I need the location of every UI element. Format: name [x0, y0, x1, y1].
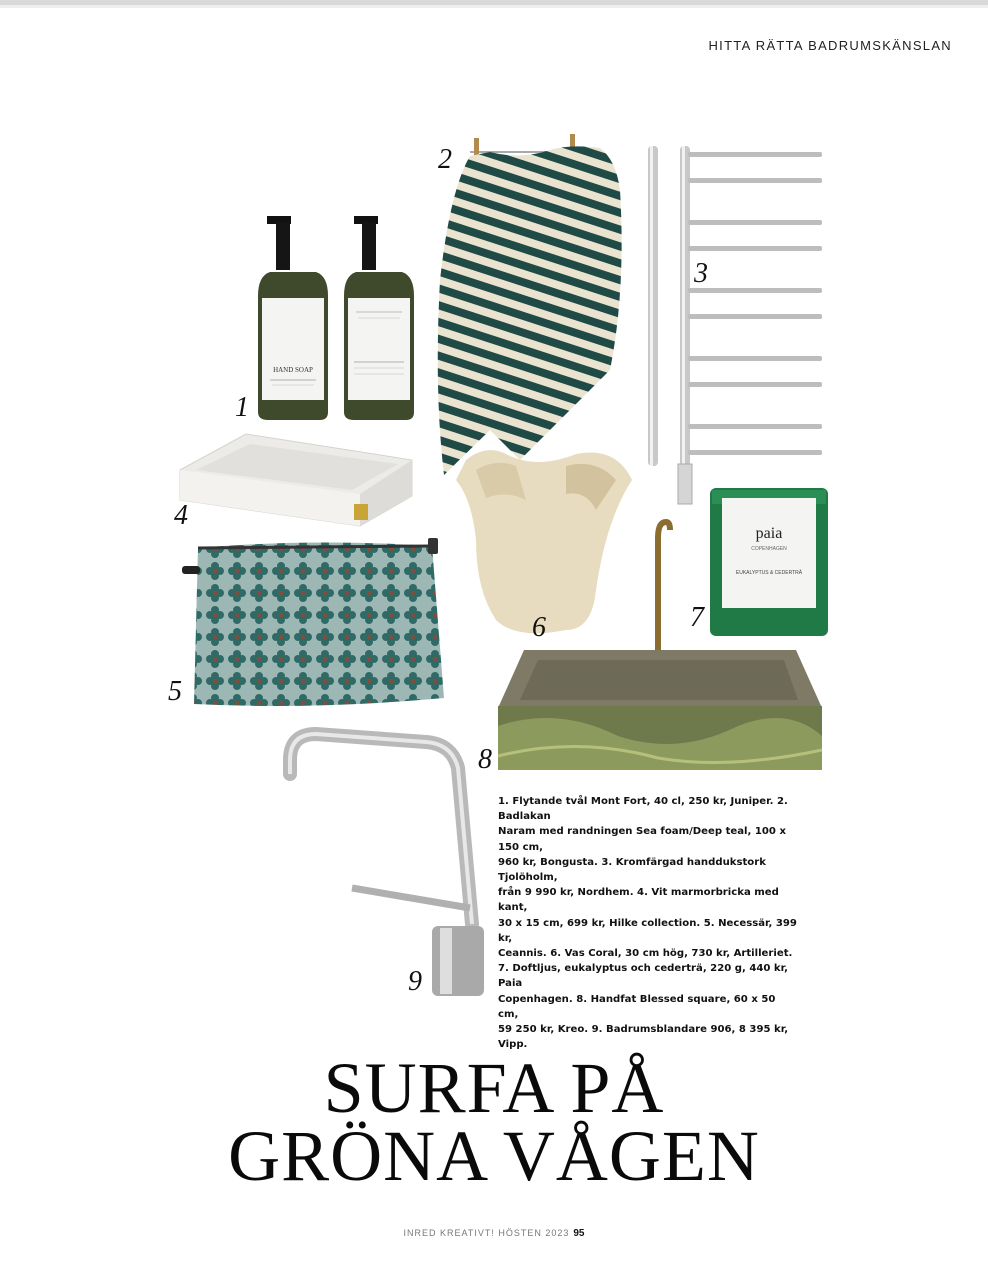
page-footer — [0, 1228, 988, 1239]
product-number-3: 3 — [694, 258, 708, 289]
section-label: HITTA RÄTTA BADRUMSKÄNSLAN — [708, 38, 952, 53]
svg-text:COPENHAGEN: COPENHAGEN — [751, 546, 787, 552]
caption-line: Copenhagen. 8. Handfat Blessed square, 60 x 50 cm, — [498, 993, 776, 1020]
product-number-8: 8 — [478, 744, 492, 775]
page-number: 95 — [573, 1228, 585, 1239]
towel-rail-image — [640, 142, 830, 512]
soap-bottles-image — [250, 212, 422, 424]
marble-tray-image — [176, 430, 416, 530]
caption-line: Ceannis. 6. Vas Coral, 30 cm hög, 730 kr, Artilleriet. — [498, 948, 793, 960]
product-number-5: 5 — [168, 676, 182, 707]
caption-line: 59 250 kr, Kreo. 9. Badrumsblandare 906, 8 395 kr, Vipp. — [498, 1024, 789, 1051]
headline-line-2: GRÖNA VÅGEN — [228, 1116, 760, 1196]
chrome-mixer-image — [276, 724, 496, 1000]
caption-line: 1. Flytande tvål Mont Fort, 40 cl, 250 kr, Juniper. 2. Badlakan — [498, 796, 788, 823]
product-number-2: 2 — [438, 144, 452, 175]
headline-line-1: SURFA PÅ — [323, 1048, 665, 1128]
svg-text:EUKALYPTUS & CEDERTRÄ: EUKALYPTUS & CEDERTRÄ — [735, 570, 803, 576]
toiletry-bag-image — [182, 538, 452, 710]
product-number-4: 4 — [174, 500, 188, 531]
footer-publication: INRED KREATIVT! HÖSTEN 2023 — [403, 1228, 570, 1238]
product-number-6: 6 — [532, 612, 546, 643]
svg-text:paia: paia — [755, 525, 783, 542]
product-number-9: 9 — [408, 966, 422, 997]
product-caption — [498, 794, 798, 1052]
page-top-edge-shadow — [0, 5, 988, 8]
caption-line: Naram med randningen Sea foam/Deep teal, 100 x 150 cm, — [498, 826, 786, 853]
caption-line: 30 x 15 cm, 699 kr, Hilke collection. 5. Necessär, 399 kr, — [498, 917, 797, 944]
brass-faucet-image — [650, 518, 674, 650]
product-number-1: 1 — [235, 392, 249, 423]
caption-line: från 9 990 kr, Nordhem. 4. Vit marmorbricka med kant, — [498, 887, 779, 914]
caption-line: 960 kr, Bongusta. 3. Kromfärgad handdukstork Tjolöholm, — [498, 856, 766, 884]
candle-image — [708, 486, 830, 638]
coral-vase-image — [446, 440, 636, 640]
caption-line: 7. Doftljus, eukalyptus och cederträ, 220 g, 440 kr, Paia — [498, 963, 788, 990]
svg-text:HAND SOAP: HAND SOAP — [273, 366, 313, 374]
striped-towel-image — [430, 130, 630, 480]
product-number-7: 7 — [690, 602, 704, 633]
marble-sink-image — [498, 646, 824, 772]
